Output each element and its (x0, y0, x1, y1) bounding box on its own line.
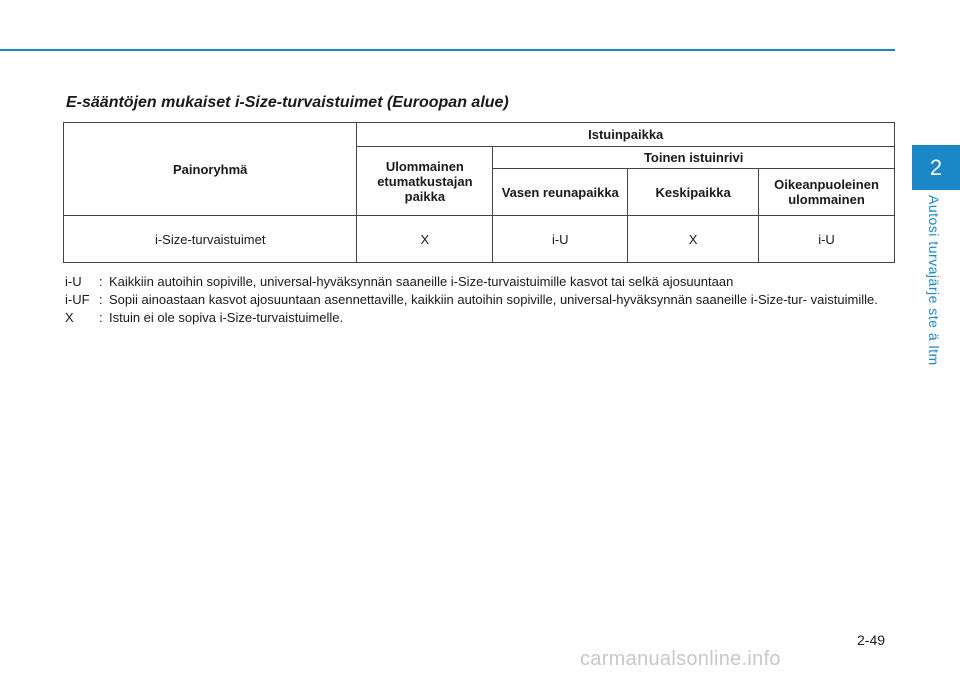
chapter-title: Autosi turvajärje ste ä ltm (926, 195, 942, 366)
note-text: Kaikkiin autoihin sopiville, universal-hyväksynnän saaneille i-Size-turvaistuimille kasvot tai selkä ajosuuntaan (109, 274, 734, 289)
note-separator: : (99, 292, 103, 307)
header-seat-position: Istuinpaikka (357, 123, 895, 147)
header-weight-group: Painoryhmä (64, 123, 357, 216)
cell-front: X (357, 216, 493, 263)
table-row (64, 216, 895, 263)
list-item (65, 309, 895, 327)
child-seat-table (63, 122, 895, 263)
header-center: Keskipaikka (628, 169, 759, 216)
list-item (65, 273, 895, 291)
header-right-outboard: Oikeanpuoleinen ulommainen (759, 169, 895, 216)
list-item (65, 291, 895, 309)
cell-left: i-U (493, 216, 628, 263)
header-second-row: Toinen istuinrivi (493, 147, 895, 169)
note-key: i-U (65, 274, 82, 289)
row-label: i-Size-turvaistuimet (64, 216, 357, 263)
cell-center: X (628, 216, 759, 263)
note-separator: : (99, 274, 103, 289)
page-number: 2-49 (857, 632, 886, 648)
watermark-text: carmanualsonline.info (580, 648, 781, 670)
note-text: Sopii ainoastaan kasvot ajosuuntaan asennettaville, kaikkiin autoihin sopiville, universal-hyväksynnän saaneille i-Size-tur- vaistuimille. (109, 292, 878, 307)
section-title: E-sääntöjen mukaiset i-Size-turvaistuimet (Euroopan alue) (66, 94, 509, 111)
note-text: Istuin ei ole sopiva i-Size-turvaistuimelle. (109, 310, 344, 325)
note-separator: : (99, 310, 103, 325)
note-key: X (65, 310, 74, 325)
chapter-number-tab: 2 (912, 145, 960, 190)
header-front-passenger: Ulommainen etumatkustajan paikka (357, 147, 493, 216)
cell-right: i-U (759, 216, 895, 263)
header-left-outboard: Vasen reunapaikka (493, 169, 628, 216)
legend-notes (65, 273, 895, 327)
note-key: i-UF (65, 292, 90, 307)
header-rule (0, 49, 895, 51)
